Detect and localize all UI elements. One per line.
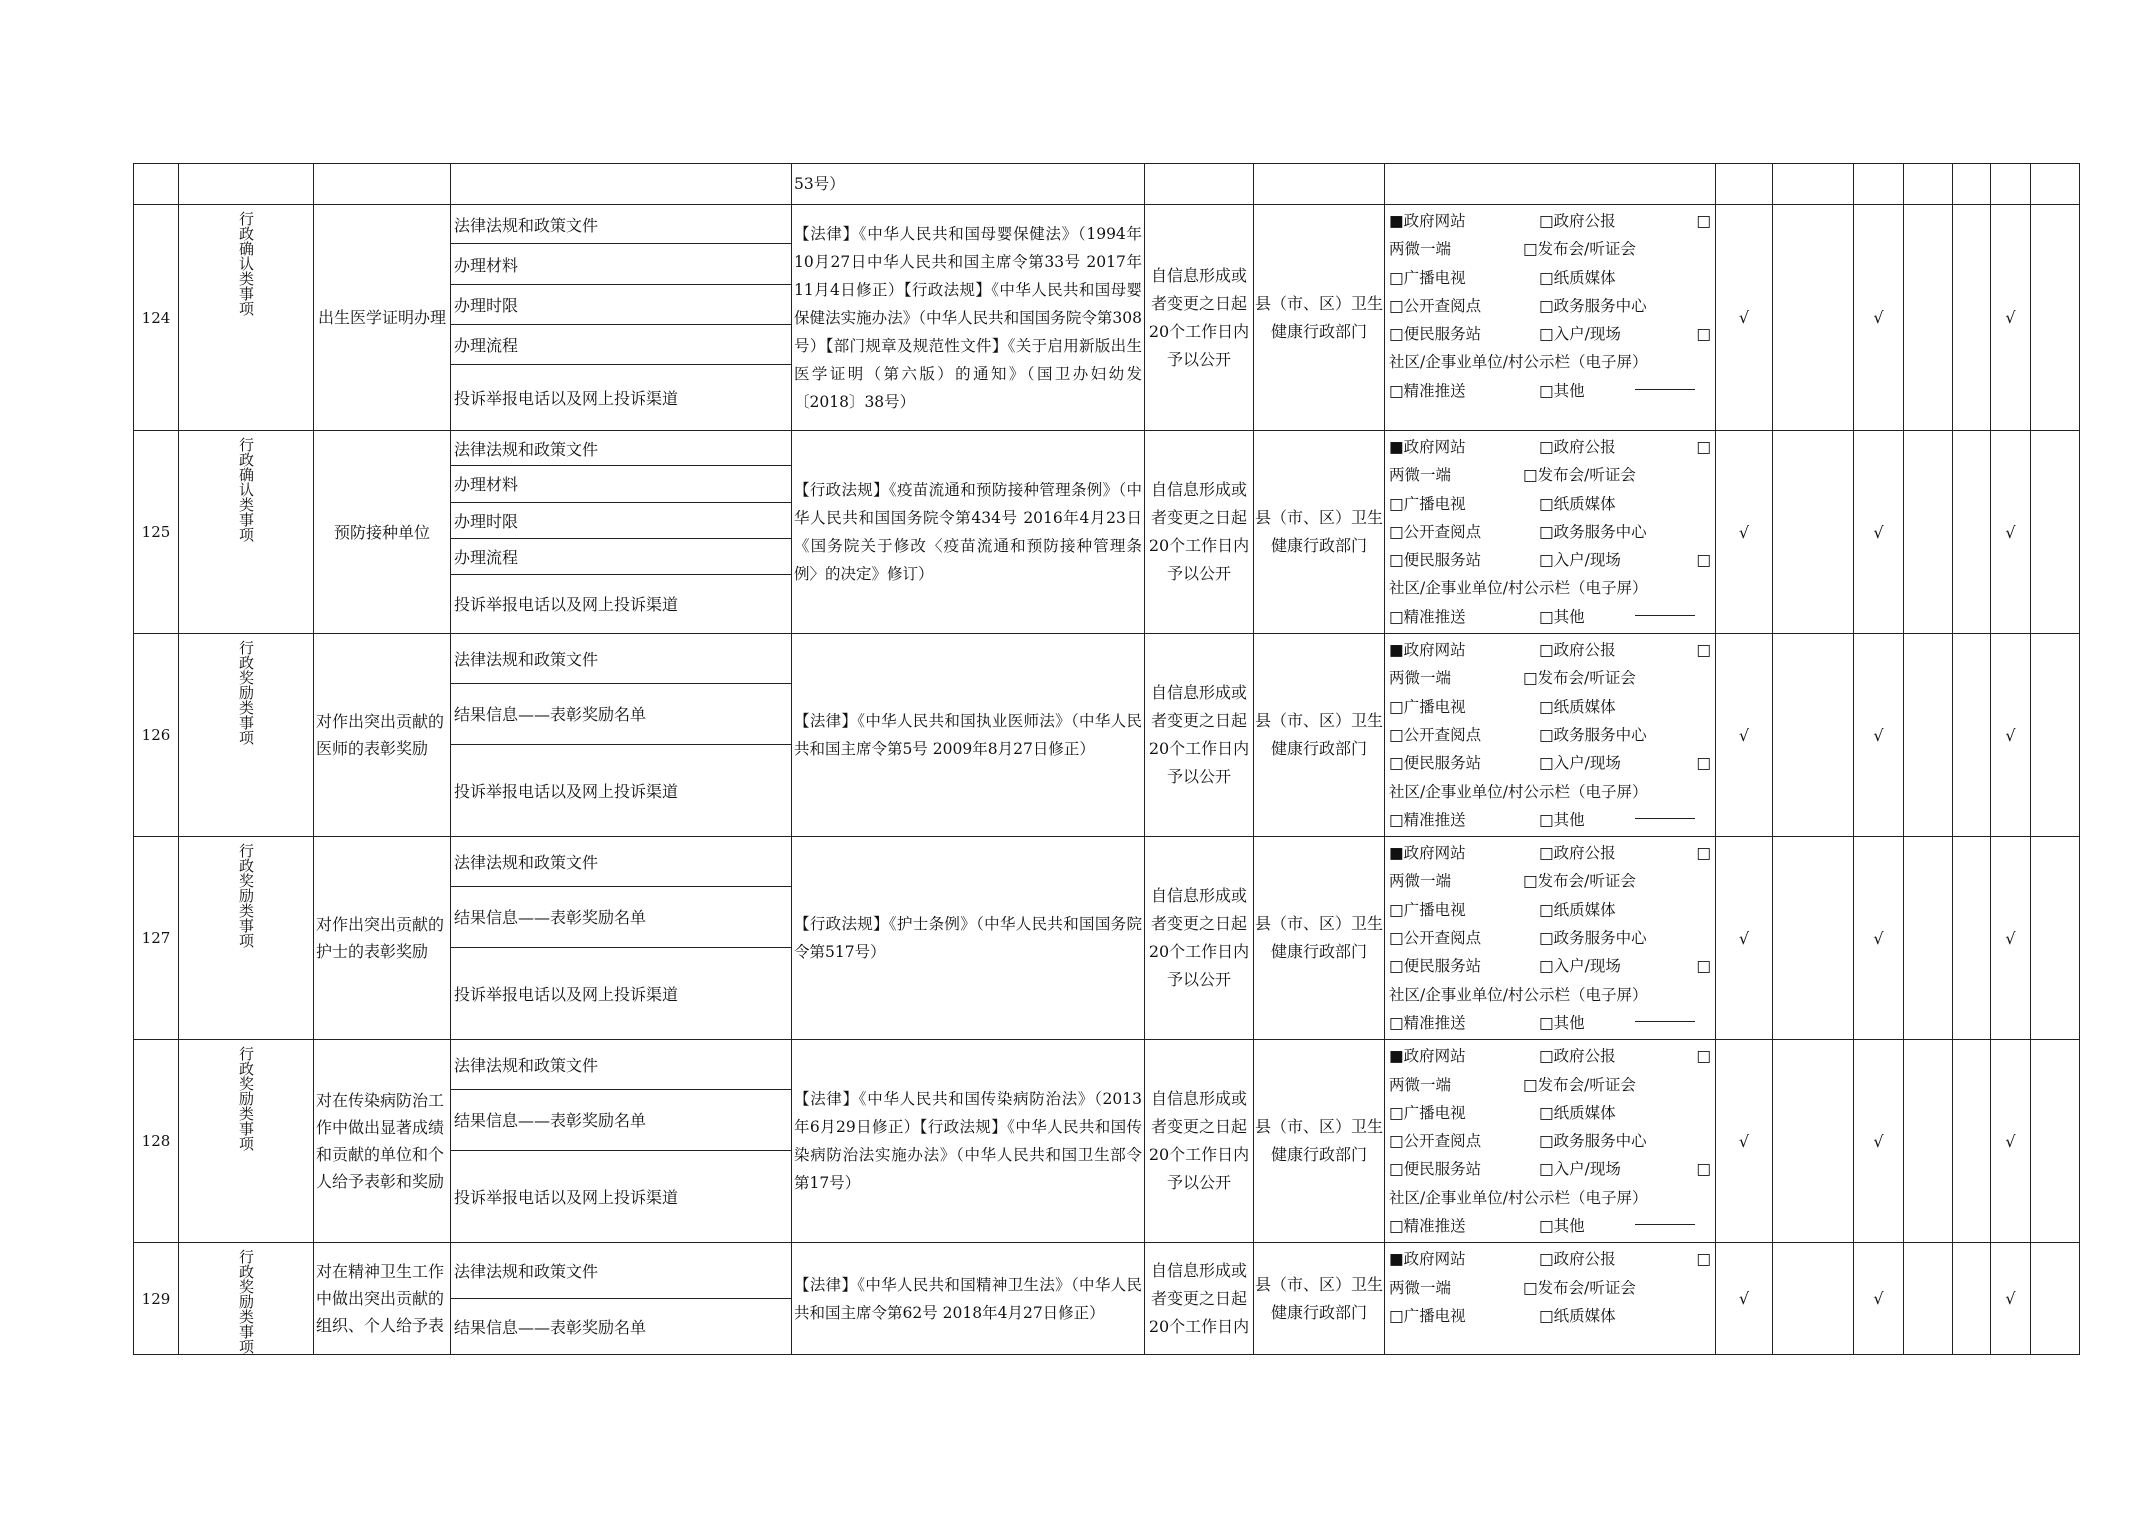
check-cell: [2031, 1040, 2080, 1243]
channel-row: [1389, 1274, 1711, 1302]
channel-option: □公开查阅点: [1389, 522, 1482, 541]
check-cell: [1716, 1040, 1773, 1243]
channel-row: [1389, 839, 1711, 867]
channel-option: □政府公报: [1539, 212, 1616, 230]
check-cell: [2031, 1243, 2080, 1355]
channel-option: □广播电视: [1389, 1103, 1466, 1122]
content-item: 办理流程: [451, 325, 792, 365]
content-item: 结果信息——表彰奖励名单: [451, 683, 792, 744]
check-cell: [2031, 634, 2080, 837]
channel-option: □入户/现场: [1539, 957, 1621, 976]
channel-option: □入户/现场: [1539, 754, 1621, 773]
channel-row: [1389, 924, 1711, 952]
check-mark: √: [1738, 308, 1750, 327]
channel-option: □其他: [1539, 1217, 1585, 1236]
content-item: 办理材料: [451, 466, 792, 503]
check-cell: [1773, 431, 1854, 634]
check-cell: [1904, 431, 1953, 634]
channel-option: 社区/企事业单位/村公示栏（电子屏）: [1389, 353, 1648, 372]
channel-option: 两微一端: [1389, 1075, 1452, 1094]
channel-row: [1389, 546, 1711, 574]
category-cell: [179, 634, 314, 837]
channel-option: □精准推送: [1389, 1217, 1466, 1236]
category-cell: [179, 1243, 314, 1355]
channel-option: □: [1696, 551, 1711, 570]
channel-option: 社区/企事业单位/村公示栏（电子屏）: [1389, 1188, 1648, 1207]
check-cell: [1854, 634, 1904, 837]
channel-option: 社区/企事业单位/村公示栏（电子屏）: [1389, 579, 1648, 598]
content-item: 法律法规和政策文件: [451, 205, 792, 244]
channel-option: □纸质媒体: [1539, 268, 1616, 287]
channel-option: [1695, 490, 1711, 518]
blank-line: [1635, 1009, 1695, 1022]
check-cell: [1904, 1243, 1953, 1355]
channel-row: [1389, 292, 1711, 320]
check-cell: [1991, 634, 2031, 837]
channel-option: [1695, 603, 1711, 631]
channel-option: □发布会/听证会: [1523, 240, 1636, 259]
blank-line: [1635, 377, 1695, 390]
channel-option: □广播电视: [1389, 1306, 1466, 1325]
channel-row: [1389, 348, 1711, 376]
channel-option: □发布会/听证会: [1523, 1278, 1636, 1297]
channel-option: □广播电视: [1389, 494, 1466, 513]
channel-option: ■政府网站: [1389, 212, 1466, 230]
time-limit-cell: 自信息形成或者变更之日起20个工作日内予以公开: [1145, 431, 1254, 634]
check-cell: [1716, 1243, 1773, 1355]
content-item: 办理材料: [451, 244, 792, 285]
channel-row: [1389, 433, 1711, 461]
basis-cell: 【法律】《中华人民共和国传染病防治法》（2013年6月29日修正）【行政法规】《中华人民共和国传染病防治法实施办法》（中华人民共和国卫生部令第17号）: [792, 1040, 1145, 1243]
channel-option: 两微一端: [1389, 466, 1452, 485]
check-cell: [1953, 837, 1991, 1040]
basis-cell: 【行政法规】《护士条例》（中华人民共和国国务院令第517号）: [792, 837, 1145, 1040]
channel-row: [1389, 778, 1711, 806]
blank-line: [1635, 603, 1695, 616]
basis-cell: 【法律】《中华人民共和国执业医师法》（中华人民共和国主席令第5号 2009年8月27日修正）: [792, 634, 1145, 837]
channel-option: □: [1696, 957, 1711, 976]
channel-row: [1389, 1184, 1711, 1212]
channel-option: [1695, 721, 1711, 749]
channel-option: □纸质媒体: [1539, 900, 1616, 919]
check-cell: [1854, 1243, 1904, 1355]
check-cell: [1773, 1040, 1854, 1243]
channel-option: [1695, 806, 1711, 834]
basis-cell: 【行政法规】《疫苗流通和预防接种管理条例》（中华人民共和国国务院令第434号 2016年4月23日《国务院关于修改〈疫苗流通和预防接种管理条例〉的决定》修订）: [792, 431, 1145, 634]
check-mark: √: [1873, 522, 1884, 542]
content-item: 法律法规和政策文件: [451, 431, 792, 466]
channel-row: [1389, 235, 1711, 263]
channel-option: [1695, 292, 1711, 320]
content-item: 结果信息——表彰奖励名单: [451, 1089, 792, 1150]
channel-option: □政府公报: [1539, 438, 1616, 456]
channel-option: □精准推送: [1389, 381, 1466, 400]
table-row: [134, 1040, 2080, 1090]
check-cell: [1904, 1040, 1953, 1243]
channel-option: 两微一端: [1389, 669, 1452, 688]
check-mark: √: [1738, 1131, 1750, 1151]
check-mark: √: [2005, 308, 2016, 327]
check-mark: √: [1873, 725, 1884, 745]
row-number: 124: [134, 205, 179, 431]
channel-option: □政务服务中心: [1539, 522, 1647, 541]
channel-option: □发布会/听证会: [1523, 466, 1636, 485]
channels-cell: [1385, 1243, 1716, 1355]
channel-option: □公开查阅点: [1389, 725, 1482, 744]
channel-row: [1389, 1071, 1711, 1099]
table-row: [134, 205, 2080, 244]
table-row: [134, 431, 2080, 466]
check-cell: [1953, 634, 1991, 837]
subject-cell: 县（市、区）卫生健康行政部门: [1254, 431, 1385, 634]
channel-option: ■政府网站: [1389, 641, 1466, 660]
channel-row: [1389, 518, 1711, 546]
channel-option: □公开查阅点: [1389, 296, 1482, 315]
check-cell: [1854, 837, 1904, 1040]
check-mark: √: [2005, 725, 2016, 745]
category-label: 行政奖励类事项: [237, 843, 255, 949]
row-number: 128: [134, 1040, 179, 1243]
content-item: 办理流程: [451, 538, 792, 574]
subject-cell: 县（市、区）卫生健康行政部门: [1254, 205, 1385, 431]
check-cell: [1904, 634, 1953, 837]
channel-option: □公开查阅点: [1389, 929, 1482, 948]
channel-row: [1389, 461, 1711, 489]
check-cell: [1716, 205, 1773, 431]
channel-option: 社区/企事业单位/村公示栏（电子屏）: [1389, 985, 1648, 1004]
channel-option: [1695, 1127, 1711, 1155]
channel-option: □: [1696, 438, 1711, 456]
channel-row: [1389, 1009, 1711, 1037]
channel-row: [1389, 664, 1711, 692]
channel-option: □政府公报: [1539, 1047, 1616, 1066]
channel-row: [1389, 1155, 1711, 1183]
check-cell: [1773, 837, 1854, 1040]
category-label: 行政确认类事项: [237, 211, 255, 316]
row-number: 125: [134, 431, 179, 634]
subject-cell: 县（市、区）卫生健康行政部门: [1254, 1243, 1385, 1355]
check-cell: [1991, 1040, 2031, 1243]
channel-option: □精准推送: [1389, 607, 1466, 626]
channels-cell: [1385, 634, 1716, 837]
channel-row: [1389, 264, 1711, 292]
channel-option: □政务服务中心: [1539, 725, 1647, 744]
channel-option: □政务服务中心: [1539, 296, 1647, 315]
channel-option: □入户/现场: [1539, 325, 1621, 344]
channel-option: [1695, 1212, 1711, 1240]
channel-row: [1389, 721, 1711, 749]
check-cell: [1716, 634, 1773, 837]
check-cell: [1854, 1040, 1904, 1243]
channel-option: □其他: [1539, 810, 1585, 829]
item-name: 对在传染病防治工作中做出显著成绩和贡献的单位和个人给予表彰和奖励: [314, 1040, 451, 1243]
channel-row: [1389, 320, 1711, 348]
row-number: 126: [134, 634, 179, 837]
channel-row: [1389, 207, 1711, 235]
check-cell: [1716, 431, 1773, 634]
channel-option: □: [1696, 1160, 1711, 1179]
channel-option: □政府公报: [1539, 641, 1616, 660]
channel-option: □纸质媒体: [1539, 1103, 1616, 1122]
channel-option: □入户/现场: [1539, 1160, 1621, 1179]
channels-cell: [1385, 431, 1716, 634]
channel-option: □纸质媒体: [1539, 697, 1616, 716]
check-cell: [1991, 431, 2031, 634]
table-row: [134, 1243, 2080, 1299]
item-name: 对作出突出贡献的医师的表彰奖励: [314, 634, 451, 837]
channel-option: [1695, 461, 1711, 489]
check-cell: [1991, 837, 2031, 1040]
basis-cell: 【法律】《中华人民共和国母婴保健法》（1994年10月27日中华人民共和国主席令第33号 2017年11月4日修正）【行政法规】《中华人民共和国母婴保健法实施办法》（中华人民共和国国务院令第308号）【部门规章及规范性文件】《关于启用新版出生医学证明（第六版）的通知》（国卫办妇幼发〔2018〕38号）: [792, 205, 1145, 431]
channel-option: [1695, 1071, 1711, 1099]
channel-option: [1695, 867, 1711, 895]
time-limit-cell: 自信息形成或者变更之日起20个工作日内予以公开: [1145, 634, 1254, 837]
channel-option: □广播电视: [1389, 268, 1466, 287]
check-mark: √: [2005, 1289, 2016, 1309]
channel-option: ■政府网站: [1389, 1250, 1466, 1269]
check-cell: [1904, 205, 1953, 431]
channel-option: □: [1696, 641, 1711, 660]
check-mark: √: [2005, 522, 2016, 542]
category-cell: [179, 205, 314, 431]
check-mark: √: [1738, 725, 1750, 745]
channel-option: [1695, 1009, 1711, 1037]
channel-row: [1389, 981, 1711, 1009]
content-item: 办理时限: [451, 285, 792, 325]
check-cell: [1953, 1040, 1991, 1243]
check-cell: [1773, 634, 1854, 837]
item-name: 出生医学证明办理: [314, 205, 451, 431]
channel-option: □发布会/听证会: [1523, 1075, 1636, 1094]
check-cell: [1773, 1243, 1854, 1355]
continued-row: [134, 164, 2080, 205]
content-item: 法律法规和政策文件: [451, 1040, 792, 1090]
check-cell: [1904, 837, 1953, 1040]
check-mark: √: [1738, 928, 1750, 948]
row-number: 127: [134, 837, 179, 1040]
channel-option: □: [1696, 844, 1711, 863]
channel-option: □公开查阅点: [1389, 1132, 1482, 1151]
channel-option: 社区/企事业单位/村公示栏（电子屏）: [1389, 782, 1648, 801]
channel-option: □便民服务站: [1389, 957, 1482, 976]
check-mark: √: [2005, 1131, 2016, 1151]
category-cell: [179, 1040, 314, 1243]
content-item: 投诉举报电话以及网上投诉渠道: [451, 1150, 792, 1242]
channel-option: □: [1696, 754, 1711, 773]
channels-cell: [1385, 1040, 1716, 1243]
channel-option: □: [1696, 325, 1711, 344]
channel-option: □发布会/听证会: [1523, 669, 1636, 688]
subject-cell: 县（市、区）卫生健康行政部门: [1254, 1040, 1385, 1243]
channel-option: □便民服务站: [1389, 325, 1482, 344]
check-cell: [1953, 431, 1991, 634]
check-mark: √: [1738, 522, 1750, 542]
check-mark: √: [1738, 1289, 1750, 1309]
channel-row: [1389, 952, 1711, 980]
channel-option: [1695, 924, 1711, 952]
channel-option: □便民服务站: [1389, 551, 1482, 570]
channel-row: [1389, 1099, 1711, 1127]
table-row: [134, 634, 2080, 684]
category-label: 行政确认类事项: [237, 437, 255, 542]
content-item: 结果信息——表彰奖励名单: [451, 1299, 792, 1355]
time-limit-cell: 自信息形成或者变更之日起20个工作日内予以公开: [1145, 1040, 1254, 1243]
channel-row: [1389, 1245, 1711, 1273]
content-item: 法律法规和政策文件: [451, 837, 792, 887]
channel-option: 两微一端: [1389, 872, 1452, 891]
channel-option: [1695, 235, 1711, 263]
disclosure-table: [133, 163, 2080, 1355]
channel-option: □政务服务中心: [1539, 929, 1647, 948]
category-label: 行政奖励类事项: [237, 1046, 255, 1152]
channel-row: [1389, 1302, 1711, 1330]
item-name: 预防接种单位: [314, 431, 451, 634]
channel-option: ■政府网站: [1389, 844, 1466, 863]
check-mark: √: [1873, 1131, 1884, 1151]
time-limit-cell: 自信息形成或者变更之日起20个工作日内予以公开: [1145, 205, 1254, 431]
category-cell: [179, 837, 314, 1040]
channel-row: [1389, 749, 1711, 777]
content-item: 投诉举报电话以及网上投诉渠道: [451, 947, 792, 1039]
channel-option: [1695, 377, 1711, 405]
check-cell: [1854, 205, 1904, 431]
channel-option: [1695, 518, 1711, 546]
channel-option: □广播电视: [1389, 697, 1466, 716]
channel-option: □其他: [1539, 607, 1585, 626]
blank-line: [1635, 1212, 1695, 1225]
channel-row: [1389, 1127, 1711, 1155]
check-cell: [1991, 205, 2031, 431]
channel-option: □其他: [1539, 381, 1585, 400]
time-limit-cell: 自信息形成或者变更之日起20个工作日内予以公开: [1145, 837, 1254, 1040]
channel-row: [1389, 574, 1711, 602]
content-item: 法律法规和政策文件: [451, 634, 792, 684]
channel-option: 两微一端: [1389, 1278, 1452, 1297]
check-mark: √: [2005, 928, 2016, 948]
channel-option: [1695, 1302, 1711, 1330]
channel-row: [1389, 867, 1711, 895]
blank-line: [1635, 806, 1695, 819]
category-label: 行政奖励类事项: [237, 640, 255, 746]
check-cell: [2031, 431, 2080, 634]
check-cell: [1991, 1243, 2031, 1355]
basis-cell: 【法律】《中华人民共和国精神卫生法》（中华人民共和国主席令第62号 2018年4月27日修正）: [792, 1243, 1145, 1355]
channel-option: □入户/现场: [1539, 551, 1621, 570]
channel-option: [1695, 693, 1711, 721]
category-cell: [179, 431, 314, 634]
channel-option: □政府公报: [1539, 844, 1616, 863]
check-mark: √: [1873, 928, 1884, 948]
content-item: 投诉举报电话以及网上投诉渠道: [451, 365, 792, 431]
channel-row: [1389, 603, 1711, 631]
subject-cell: 县（市、区）卫生健康行政部门: [1254, 837, 1385, 1040]
check-mark: √: [1873, 1289, 1884, 1309]
channel-option: □便民服务站: [1389, 754, 1482, 773]
item-name: 对在精神卫生工作中做出突出贡献的组织、个人给予表: [314, 1243, 451, 1355]
channel-option: ■政府网站: [1389, 438, 1466, 456]
channel-option: □精准推送: [1389, 810, 1466, 829]
channel-option: [1695, 264, 1711, 292]
basis-cell: 53号）: [792, 164, 1145, 205]
channel-option: □便民服务站: [1389, 1160, 1482, 1179]
channel-option: [1695, 664, 1711, 692]
content-item: 投诉举报电话以及网上投诉渠道: [451, 574, 792, 633]
channel-row: [1389, 636, 1711, 664]
row-number: 129: [134, 1243, 179, 1355]
content-item: 结果信息——表彰奖励名单: [451, 886, 792, 947]
channel-row: [1389, 693, 1711, 721]
channel-option: 两微一端: [1389, 240, 1452, 259]
check-cell: [1854, 431, 1904, 634]
content-item: 办理时限: [451, 502, 792, 538]
channel-option: [1695, 896, 1711, 924]
channel-option: □: [1696, 1047, 1711, 1066]
content-item: 法律法规和政策文件: [451, 1243, 792, 1299]
check-cell: [1953, 205, 1991, 431]
channel-row: [1389, 896, 1711, 924]
channel-row: [1389, 490, 1711, 518]
channel-row: [1389, 1042, 1711, 1070]
check-cell: [1716, 837, 1773, 1040]
channel-option: [1695, 1099, 1711, 1127]
category-label: 行政奖励类事项: [237, 1249, 255, 1355]
channel-option: □政府公报: [1539, 1250, 1616, 1269]
channel-option: □发布会/听证会: [1523, 872, 1636, 891]
channel-row: [1389, 377, 1711, 405]
check-cell: [1773, 205, 1854, 431]
channel-option: □广播电视: [1389, 900, 1466, 919]
item-name: 对作出突出贡献的护士的表彰奖励: [314, 837, 451, 1040]
channel-option: □精准推送: [1389, 1013, 1466, 1032]
channel-row: [1389, 806, 1711, 834]
channels-cell: [1385, 837, 1716, 1040]
check-mark: √: [1873, 308, 1884, 327]
channel-option: [1695, 1274, 1711, 1302]
channel-row: [1389, 1212, 1711, 1240]
table-row: [134, 837, 2080, 887]
channel-option: □纸质媒体: [1539, 1306, 1616, 1325]
channel-option: □其他: [1539, 1013, 1585, 1032]
check-cell: [1953, 1243, 1991, 1355]
channel-option: □: [1696, 212, 1711, 230]
channel-option: □纸质媒体: [1539, 494, 1616, 513]
time-limit-cell: 自信息形成或者变更之日起20个工作日内: [1145, 1243, 1254, 1355]
channel-option: ■政府网站: [1389, 1047, 1466, 1066]
channels-cell: [1385, 205, 1716, 431]
channel-option: □: [1696, 1250, 1711, 1269]
content-item: 投诉举报电话以及网上投诉渠道: [451, 744, 792, 836]
check-cell: [2031, 205, 2080, 431]
check-cell: [2031, 837, 2080, 1040]
subject-cell: 县（市、区）卫生健康行政部门: [1254, 634, 1385, 837]
channel-option: □政务服务中心: [1539, 1132, 1647, 1151]
